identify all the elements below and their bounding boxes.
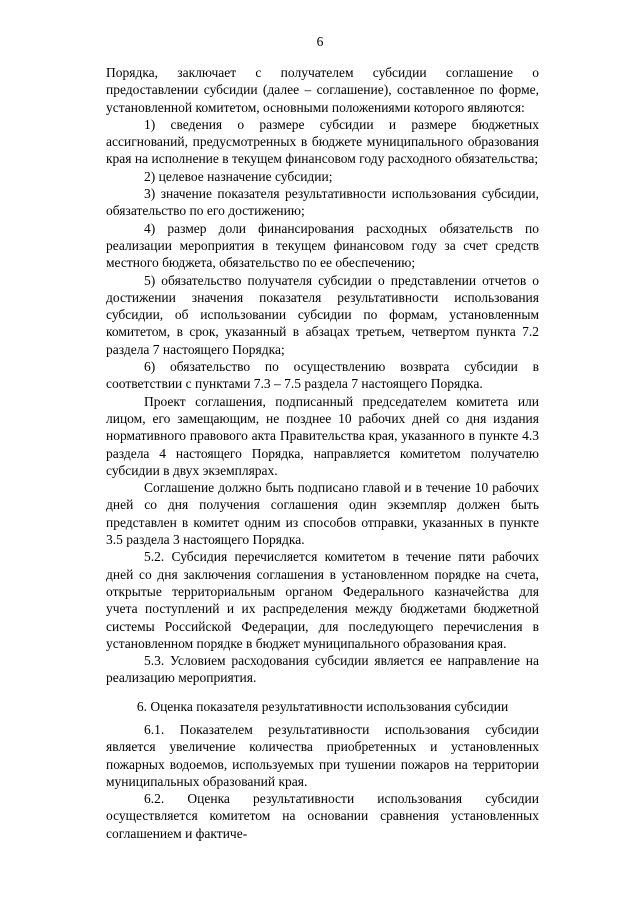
list-item-3: 3) значение показателя результативности использования субсидии, обязательство по его достижению; [106, 186, 539, 219]
list-item-5: 5) обязательство получателя субсидии о представлении отчетов о достижении значения показателя результативности использования субсидии, об использовании субсидии по формам, установленным комитетом, в срок, указанный в абзацах третьем, четвертом пункта 7.2 раздела 7 настоящего Порядка; [106, 272, 539, 357]
clause-5-3: 5.3. Условием расходования субсидии является ее направление на реализацию мероприятия. [106, 653, 539, 686]
page-number: 6 [316, 34, 324, 49]
paragraph-intro: Порядка, заключает с получателем субсидии соглашение о предоставлении субсидии (далее – соглашение), составленное по форме, установленной комитетом, основными положениями которого являются: [106, 65, 539, 115]
clause-6-2: 6.2. Оценка результативности использования субсидии осуществляется комитетом на основании сравнения установленных соглашением и фактиче- [106, 791, 539, 841]
document-body [106, 64, 539, 842]
list-item-4: 4) размер доли финансирования расходных обязательств по реализации мероприятия в текущем финансовом году за счет средств местного бюджета, обязательство по ее обеспечению; [106, 220, 539, 271]
list-item-6: 6) обязательство по осуществлению возврата субсидии в соответствии с пунктами 7.3 – 7.5 раздела 7 настоящего Порядка. [106, 359, 539, 392]
clause-5-2: 5.2. Субсидия перечисляется комитетом в течение пяти рабочих дней со дня заключения соглашения в установленном порядке на счета, открытые территориальным органом Федерального казначейства для учета поступлений и их распределения между бюджетами бюджетной системы Российской Федерации, для последующего перечисления в установленном порядке в бюджет муниципального образования края. [106, 549, 539, 651]
clause-6-1: 6.1. Показателем результативности использования субсидии является увеличение количества приобретенных и установленных пожарных водоемов, используемых при тушении пожаров на территории муниципальных образований края. [106, 721, 539, 789]
section-heading: 6. Оценка показателя результативности использования субсидии [136, 698, 509, 714]
list-item-2: 2) целевое назначение субсидии; [144, 168, 333, 184]
list-item-1: 1) сведения о размере субсидии и размере бюджетных ассигнований, предусмотренных в бюджете муниципального образования края на исполнение в текущем финансовом году расходного обязательства; [106, 116, 539, 167]
paragraph-draft-agreement: Проект соглашения, подписанный председателем комитета или лицом, его замещающим, не позднее 10 рабочих дней со дня издания нормативного правового акта Правительства края, указанного в пункте 4.3 раздела 4 настоящего Порядка, направляется комитетом получателю субсидии в двух экземплярах. [106, 393, 539, 478]
paragraph-signing: Соглашение должно быть подписано главой и в течение 10 рабочих дней со дня получения соглашения один экземпляр должен быть представлен в комитет одним из способов отправки, указанных в пункте 3.5 раздела 3 настоящего Порядка. [106, 480, 539, 548]
